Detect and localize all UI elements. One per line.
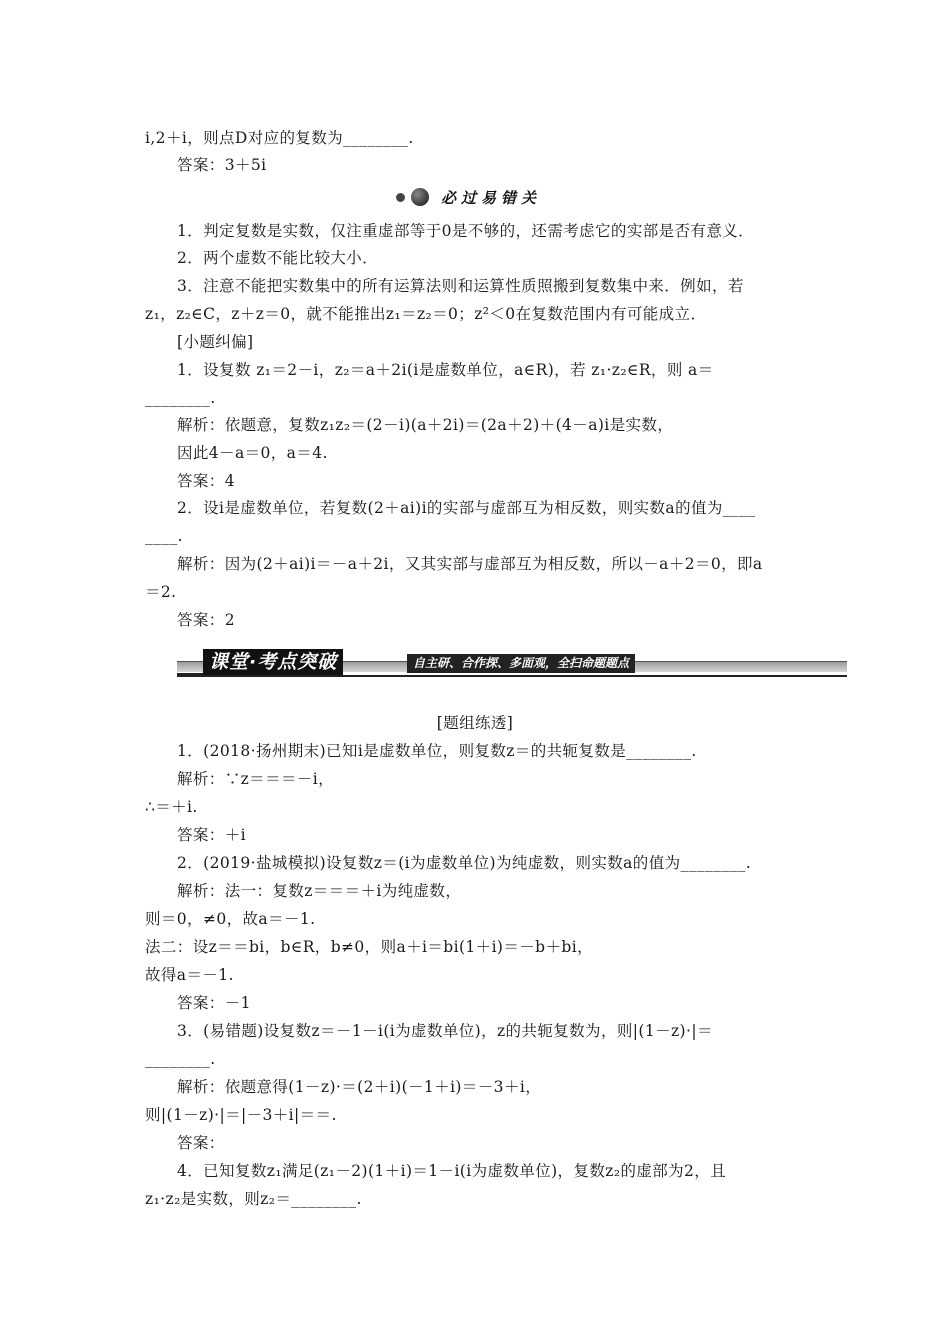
question-line: 2．设i是虚数单位，若复数(2＋ai)i的实部与虚部互为相反数，则实数a的值为____	[177, 499, 756, 517]
text-line: 2．两个虚数不能比较大小．	[177, 249, 379, 267]
text-line: i,2＋i，则点D对应的复数为________.	[145, 129, 414, 147]
section-banner	[177, 649, 847, 679]
answer-line: 答案：4	[177, 472, 235, 490]
solution-line: 解析：依题意得(1－z)·＝(2＋i)(－1＋i)＝－3＋i，	[177, 1078, 542, 1096]
question-line: 3．(易错题)设复数z＝－1－i(i为虚数单位)，z的共轭复数为，则|(1－z)·|＝	[177, 1022, 713, 1040]
section-banner-title: 课堂·考点突破	[203, 649, 343, 675]
solution-line: 则＝0，≠0，故a＝－1.	[145, 910, 316, 928]
blank-line: ________.	[145, 1050, 216, 1068]
dot-icon	[396, 193, 405, 202]
section-label: [题组练透]	[436, 714, 514, 732]
question-line: 1．设复数 z₁＝2－i，z₂＝a＋2i(i是虚数单位，a∈R)，若 z₁·z₂∈R，则 a＝	[177, 361, 714, 379]
answer-line: 答案：	[177, 1134, 225, 1152]
solution-line: 则|(1－z)·|＝|－3＋i|＝＝.	[145, 1106, 337, 1124]
section-banner-subtitle: 自主研、合作探、多面观，全扫命题题点	[407, 654, 635, 673]
solution-line: 解析：法一：复数z＝＝＝＋i为纯虚数，	[177, 882, 462, 900]
solution-line: 解析：因为(2＋ai)i＝－a＋2i，又其实部与虚部互为相反数，所以－a＋2＝0，即a	[177, 555, 763, 573]
question-line: 1．(2018·扬州期末)已知i是虚数单位，则复数z＝的共轭复数是________.	[177, 742, 697, 760]
answer-line: 答案：2	[177, 611, 235, 629]
text-line: 3．注意不能把实数集中的所有运算法则和运算性质照搬到复数集中来．例如，若	[177, 277, 744, 295]
banner-cap	[177, 673, 203, 677]
answer-line: 答案：＋i	[177, 826, 246, 844]
mistakes-banner-title: 必过易错关	[441, 188, 542, 207]
blank-line: ____.	[145, 527, 183, 545]
solution-line: ＝2.	[145, 583, 177, 601]
question-line: 2．(2019·盐城模拟)设复数z＝(i为虚数单位)为纯虚数，则实数a的值为________.	[177, 854, 752, 872]
text-line: z₁，z₂∈C，z＋z＝0，就不能推出z₁＝z₂＝0；z²＜0在复数范围内有可能成立．	[145, 305, 707, 323]
banner-underline	[177, 675, 847, 677]
solution-line: 解析：依题意，复数z₁z₂＝(2－i)(a＋2i)＝(2a＋2)＋(4－a)i是实数，	[177, 416, 674, 434]
solution-line: 故得a＝－1.	[145, 966, 234, 984]
solution-line: ∴＝＋i.	[145, 798, 198, 816]
answer-line: 答案：3＋5i	[177, 156, 267, 174]
question-line: 4．已知复数z₁满足(z₁－2)(1＋i)＝1－i(i为虚数单位)，复数z₂的虚部为2，且	[177, 1162, 727, 1180]
question-line: z₁·z₂是实数，则z₂＝________.	[145, 1190, 362, 1208]
ball-icon	[411, 188, 429, 206]
solution-line: 解析：∵z＝＝＝－i，	[177, 770, 335, 788]
solution-line: 因此4－a＝0，a＝4.	[177, 444, 328, 462]
section-label: [小题纠偏]	[177, 333, 254, 351]
blank-line: ________.	[145, 389, 216, 407]
text-line: 1．判定复数是实数，仅注重虚部等于0是不够的，还需考虑它的实部是否有意义．	[177, 222, 755, 240]
answer-line: 答案：－1	[177, 994, 251, 1012]
mistakes-banner	[396, 186, 541, 208]
solution-line: 法二：设z＝＝bi，b∈R，b≠0，则a＋i＝bi(1＋i)＝－b＋bi，	[145, 938, 593, 956]
